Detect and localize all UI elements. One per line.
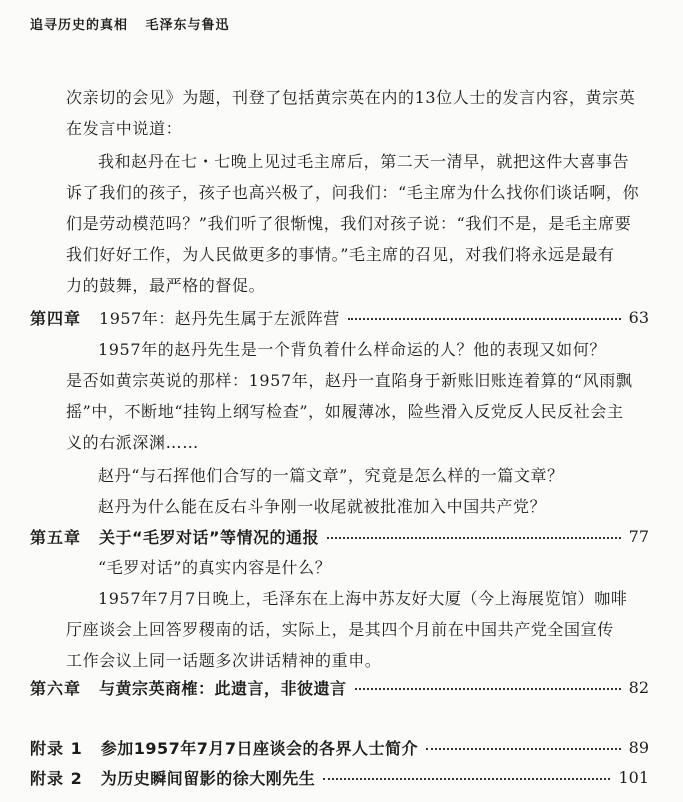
running-header <box>30 14 230 33</box>
quote-line: 诉了我们的孩子，孩子也高兴极了，问我们：“毛主席为什么找你们谈话啊，你 <box>66 183 640 202</box>
appendix-label: 附录 1 <box>30 738 83 758</box>
chapter-title: 与黄宗英商榷：此遗言，非彼遗言 <box>99 678 347 698</box>
chapter-label: 第六章 <box>30 678 82 698</box>
chapter-label: 第四章 <box>30 308 82 328</box>
leader-dots <box>327 537 621 539</box>
ch5-line: 厅座谈会上回答罗稷南的话，实际上，是其四个月前在中国共产党全国宣传 <box>66 620 614 639</box>
ch4-line: 赵丹“与石挥他们合写的一篇文章”，究竟是怎么样的一篇文章？ <box>98 466 564 485</box>
chapter-title: 关于“毛罗对话”等情况的通报 <box>99 527 320 547</box>
ch4-line: 摇”中，不断地“挂钩上纲写检查”，如履薄冰，险些滑入反党反人民反社会主 <box>66 402 624 421</box>
intro-line: 在发言中说道： <box>66 119 183 138</box>
ch5-line: 1957年7月7日晚上，毛泽东在上海中苏友好大厦（今上海展览馆）咖啡 <box>98 589 628 608</box>
leader-dots <box>355 688 621 690</box>
toc-entry-appendix-2 <box>30 765 649 789</box>
appendix-title: 为历史瞬间留影的徐大刚先生 <box>100 768 316 788</box>
quote-line: 我和赵丹在七・七晚上见过毛主席后，第二天一清早，就把这件大喜事告 <box>98 152 630 171</box>
ch4-line: 赵丹为什么能在反右斗争刚一收尾就被批准加入中国共产党？ <box>98 497 547 516</box>
chapter-label: 第五章 <box>30 527 82 547</box>
toc-entry-ch5 <box>30 524 649 548</box>
page-number: 63 <box>628 307 649 327</box>
ch5-line: “毛罗对话”的真实内容是什么？ <box>98 558 332 577</box>
leader-dots <box>348 318 621 320</box>
ch4-line: 义的右派深渊…… <box>66 433 199 452</box>
page-number: 89 <box>628 737 649 757</box>
page-number: 101 <box>618 767 649 787</box>
chapter-title: 1957年：赵丹先生属于左派阵营 <box>99 308 340 328</box>
quote-line: 们是劳动模范吗？”我们听了很惭愧，我们对孩子说：“我们不是，是毛主席要 <box>66 214 632 233</box>
ch4-line: 1957年的赵丹先生是一个背负着什么样命运的人？他的表现又如何？ <box>98 340 606 359</box>
toc-entry-ch6 <box>30 675 649 699</box>
series-title: 毛泽东与鲁迅 <box>145 18 230 33</box>
appendix-label: 附录 2 <box>30 768 83 788</box>
toc-entry-appendix-1 <box>30 735 649 759</box>
page-number: 82 <box>628 677 649 697</box>
quote-line: 我们好好工作，为人民做更多的事情。”毛主席的召见，对我们将永远是最有 <box>66 245 615 264</box>
appendix-title: 参加1957年7月7日座谈会的各界人士简介 <box>100 738 419 758</box>
book-title: 追寻历史的真相 <box>30 18 129 33</box>
leader-dots <box>426 748 621 750</box>
ch4-line: 是否如黄宗英说的那样：1957年，赵丹一直陷身于新账旧账连着算的“风雨飘 <box>66 371 633 390</box>
quote-line: 力的鼓舞，最严格的督促。 <box>66 276 266 295</box>
ch5-line: 工作会议上同一话题多次讲话精神的重申。 <box>66 651 382 670</box>
leader-dots <box>323 778 610 780</box>
intro-line: 次亲切的会见》为题，刊登了包括黄宗英在内的13位人士的发言内容，黄宗英 <box>66 88 636 107</box>
toc-entry-ch4 <box>30 305 649 329</box>
page-number: 77 <box>628 526 649 546</box>
